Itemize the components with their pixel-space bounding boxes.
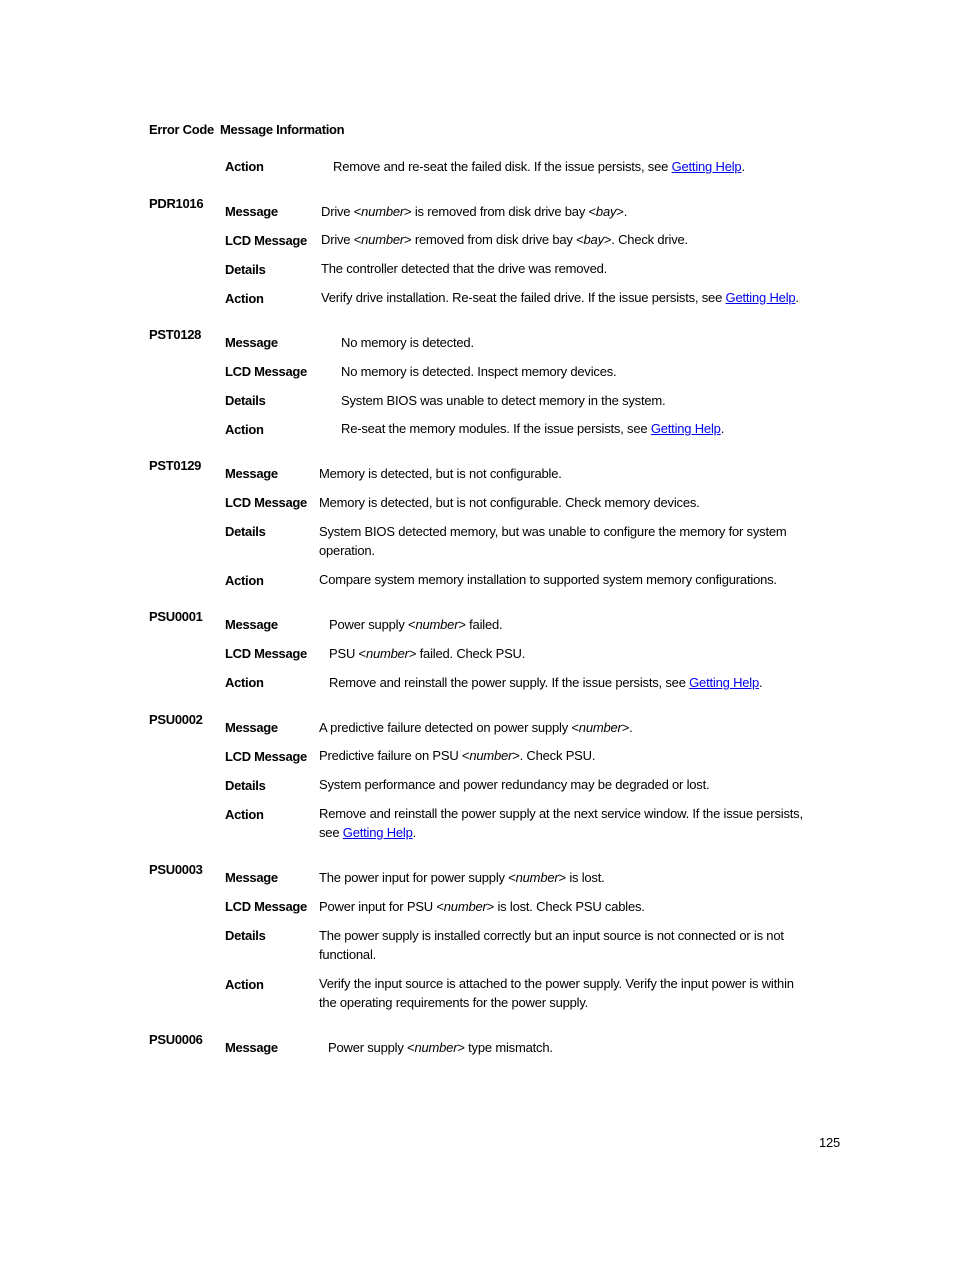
header-error-code: Error Code xyxy=(149,122,214,137)
action-text-line-1: Verify the input source is attached to the power supply. Verify the input power is within xyxy=(319,976,794,991)
lcd-message-text: Predictive failure on PSU <number>. Check PSU. xyxy=(319,748,596,763)
details-text-line-2: functional. xyxy=(319,947,377,962)
details-text: System performance and power redundancy may be degraded or lost. xyxy=(319,777,710,792)
error-code: PSU0002 xyxy=(149,712,203,727)
action-text: Remove and re-seat the failed disk. If the issue persists, see Getting Help. xyxy=(333,159,745,174)
error-code: PST0129 xyxy=(149,458,202,473)
details-label: Details xyxy=(225,524,266,539)
error-code: PDR1016 xyxy=(149,196,204,211)
details-text: System BIOS was unable to detect memory in the system. xyxy=(341,393,666,408)
details-label: Details xyxy=(225,262,266,277)
message-label: Message xyxy=(225,870,278,885)
getting-help-link[interactable]: Getting Help xyxy=(725,290,796,305)
message-text: Power supply <number> failed. xyxy=(329,617,503,632)
action-text-line-1: Remove and reinstall the power supply at the next service window. If the issue persists, xyxy=(319,806,803,821)
message-label: Message xyxy=(225,617,278,632)
message-label: Message xyxy=(225,204,278,219)
lcd-message-text: Memory is detected, but is not configurable. Check memory devices. xyxy=(319,495,700,510)
lcd-message-text: No memory is detected. Inspect memory devices. xyxy=(341,364,617,379)
lcd-message-label: LCD Message xyxy=(225,233,307,248)
message-text: The power input for power supply <number> is lost. xyxy=(319,870,605,885)
error-code: PSU0006 xyxy=(149,1032,203,1047)
lcd-message-label: LCD Message xyxy=(225,749,307,764)
header-message-information: Message Information xyxy=(220,122,345,137)
action-label: Action xyxy=(225,807,264,822)
getting-help-link[interactable]: Getting Help xyxy=(671,159,742,174)
getting-help-link[interactable]: Getting Help xyxy=(689,675,760,690)
details-label: Details xyxy=(225,928,266,943)
action-text: Verify drive installation. Re-seat the failed drive. If the issue persists, see Getting Help. xyxy=(321,290,799,305)
message-text: Power supply <number> type mismatch. xyxy=(328,1040,553,1055)
error-code: PSU0003 xyxy=(149,862,203,877)
message-text: Drive <number> is removed from disk drive bay <bay>. xyxy=(321,204,628,219)
getting-help-link[interactable]: Getting Help xyxy=(650,421,721,436)
action-text: Compare system memory installation to supported system memory configurations. xyxy=(319,572,777,587)
message-text: No memory is detected. xyxy=(341,335,474,350)
error-code: PSU0001 xyxy=(149,609,203,624)
message-label: Message xyxy=(225,335,278,350)
action-label: Action xyxy=(225,291,264,306)
action-label: Action xyxy=(225,573,264,588)
action-label: Action xyxy=(225,159,264,174)
action-label: Action xyxy=(225,977,264,992)
action-label: Action xyxy=(225,422,264,437)
action-text-line-2: the operating requirements for the power supply. xyxy=(319,995,589,1010)
details-text-line-1: The power supply is installed correctly but an input source is not connected or is not xyxy=(319,928,784,943)
lcd-message-label: LCD Message xyxy=(225,899,307,914)
lcd-message-text: Power input for PSU <number> is lost. Check PSU cables. xyxy=(319,899,645,914)
lcd-message-label: LCD Message xyxy=(225,364,307,379)
message-text: A predictive failure detected on power supply <number>. xyxy=(319,720,633,735)
message-label: Message xyxy=(225,1040,278,1055)
action-text: Remove and reinstall the power supply. If the issue persists, see Getting Help. xyxy=(329,675,763,690)
message-label: Message xyxy=(225,720,278,735)
details-text-line-2: operation. xyxy=(319,543,375,558)
message-text: Memory is detected, but is not configurable. xyxy=(319,466,562,481)
message-label: Message xyxy=(225,466,278,481)
lcd-message-text: PSU <number> failed. Check PSU. xyxy=(329,646,526,661)
getting-help-link[interactable]: Getting Help xyxy=(342,825,413,840)
action-text: Re-seat the memory modules. If the issue persists, see Getting Help. xyxy=(341,421,725,436)
lcd-message-label: LCD Message xyxy=(225,646,307,661)
error-code: PST0128 xyxy=(149,327,202,342)
action-text-line-2: see Getting Help. xyxy=(319,825,417,840)
details-label: Details xyxy=(225,778,266,793)
lcd-message-label: LCD Message xyxy=(225,495,307,510)
lcd-message-text: Drive <number> removed from disk drive bay <bay>. Check drive. xyxy=(321,232,688,247)
action-label: Action xyxy=(225,675,264,690)
details-text-line-1: System BIOS detected memory, but was unable to configure the memory for system xyxy=(319,524,787,539)
details-text: The controller detected that the drive was removed. xyxy=(321,261,608,276)
page-number: 125 xyxy=(819,1135,841,1150)
details-label: Details xyxy=(225,393,266,408)
